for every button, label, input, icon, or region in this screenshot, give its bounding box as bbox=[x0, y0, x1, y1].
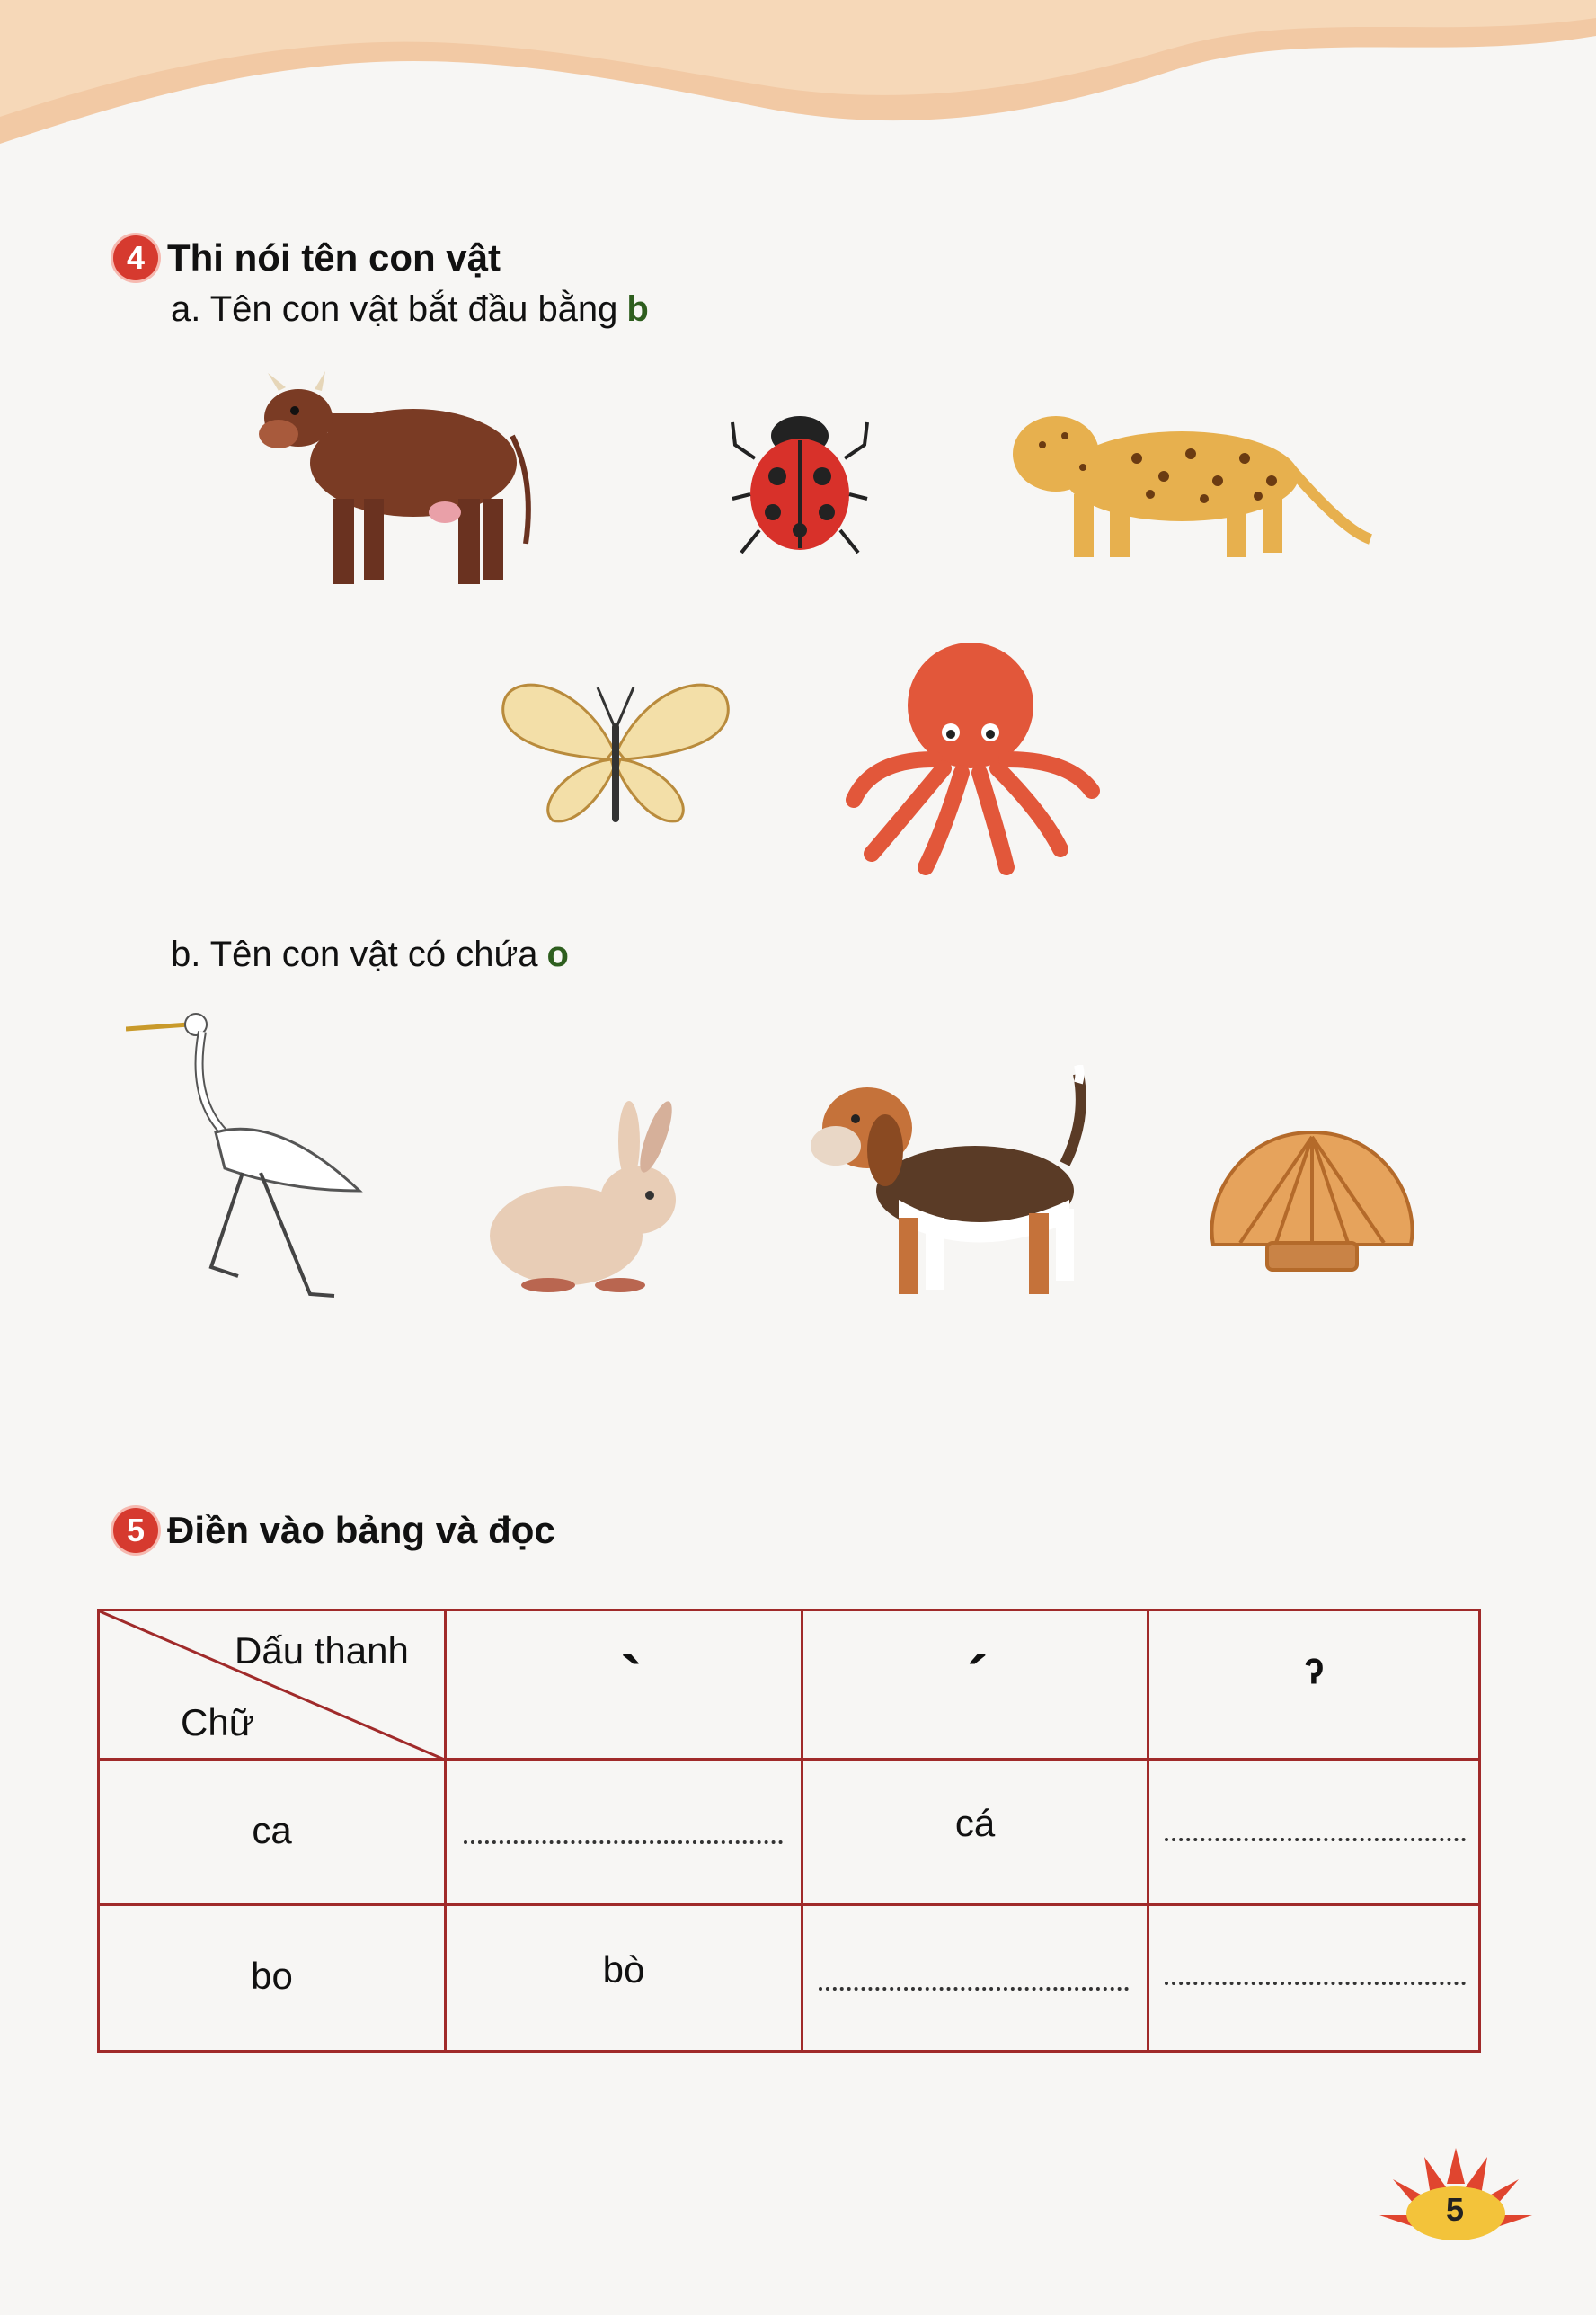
heron-image bbox=[126, 1007, 368, 1303]
top-banner bbox=[0, 0, 1596, 153]
ladybug-image bbox=[728, 395, 872, 566]
header-tone-label: Dấu thanh bbox=[235, 1629, 409, 1672]
row-word-bo: bo bbox=[251, 1955, 293, 1997]
part-b-instruction: b. Tên con vật có chứa o bbox=[171, 935, 569, 974]
part-a-instruction: a. Tên con vật bắt đầu bằng b bbox=[171, 289, 649, 329]
fill-blank-bo-acute[interactable] bbox=[819, 1987, 1129, 1991]
table-divider bbox=[1147, 1611, 1149, 2050]
key-letter: b bbox=[626, 289, 649, 329]
exercise-5-heading bbox=[113, 1508, 555, 1553]
grave-accent-mark: ` bbox=[621, 1644, 643, 1714]
rabbit-image bbox=[485, 1101, 687, 1299]
page-number-badge bbox=[1375, 2143, 1537, 2251]
tone-table bbox=[97, 1609, 1481, 2053]
table-divider bbox=[100, 1903, 1478, 1906]
header-letter-label: Chữ bbox=[181, 1701, 254, 1743]
beagle-image bbox=[800, 1065, 1101, 1299]
answer-ca-acute: cá bbox=[954, 1802, 996, 1844]
exercise-number-badge: 4 bbox=[113, 235, 158, 280]
cow-image bbox=[243, 364, 539, 598]
acute-accent-mark: ´ bbox=[967, 1644, 989, 1714]
hook-above-mark: ˀ bbox=[1304, 1648, 1325, 1708]
butterfly-image bbox=[499, 670, 732, 827]
fill-blank-ca-hook[interactable] bbox=[1165, 1838, 1466, 1841]
shell-image bbox=[1204, 1128, 1420, 1276]
exercise-title: Điền vào bảng và đọc bbox=[167, 1509, 555, 1551]
key-letter: o bbox=[546, 935, 569, 974]
exercise-number-badge: 5 bbox=[113, 1508, 158, 1553]
exercise-title: Thi nói tên con vật bbox=[167, 236, 501, 279]
octopus-image bbox=[836, 634, 1105, 876]
fill-blank-bo-hook[interactable] bbox=[1165, 1982, 1466, 1985]
exercise-4-heading bbox=[113, 235, 501, 280]
fill-blank-ca-grave[interactable] bbox=[464, 1840, 783, 1844]
page-number: 5 bbox=[1445, 2191, 1465, 2228]
answer-bo-grave: bò bbox=[602, 1948, 645, 1991]
row-word-ca: ca bbox=[252, 1809, 292, 1851]
leopard-image bbox=[1002, 395, 1379, 566]
